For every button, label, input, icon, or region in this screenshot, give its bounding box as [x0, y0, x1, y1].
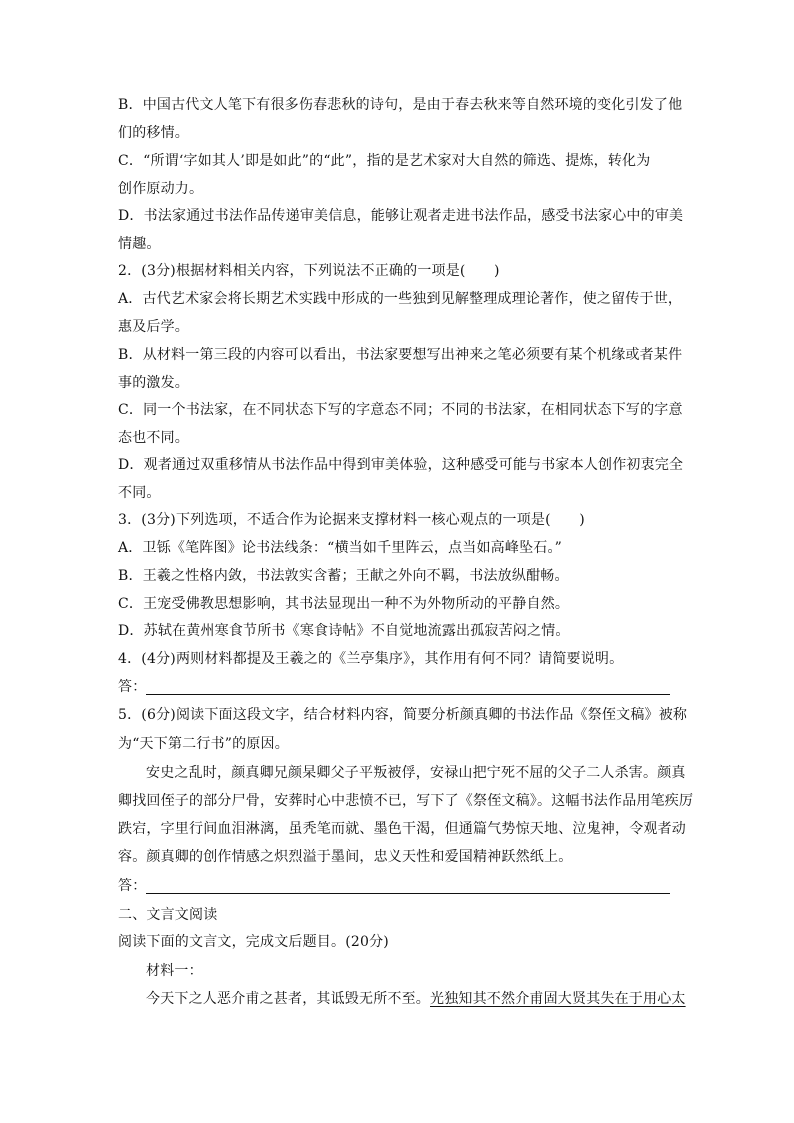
classical-text-underlined: 光独知其不然介甫固大贤其失在于用心太 [430, 991, 686, 1007]
q3-option-d: D．苏轼在黄州寒食节所书《寒食诗帖》不自觉地流露出孤寂苦闷之情。 [118, 623, 570, 639]
q1-option-c-line1: C．“所谓‘字如其人’即是如此”的“此”，指的是艺术家对大自然的筛选、提炼，转化为 [118, 153, 651, 169]
q2-option-b-line1: B．从材料一第三段的内容可以看出，书法家要想写出神来之笔必须要有某个机缘或者某件 [118, 347, 683, 363]
q1-option-b-line1: B．中国古代文人笔下有很多伤春悲秋的诗句，是由于春去秋来等自然环境的变化引发了他 [118, 97, 683, 113]
q5-passage-line3: 跌宕，字里行间血泪淋漓，虽秃笔而就、墨色干渴，但通篇气势惊天地、泣鬼神，令观者动 [118, 821, 686, 837]
section-instruction: 阅读下面的文言文，完成文后题目。(20分) [118, 934, 389, 950]
q2-option-a-line1: A．古代艺术家会将长期艺术实践中形成的一些独到见解整理成理论著作，使之留传于世， [118, 291, 683, 307]
q5-stem-line1: 5．(6分)阅读下面这段文字，结合材料内容，简要分析颜真卿的书法作品《祭侄文稿》被称 [118, 707, 688, 723]
q5-stem-line2: 为“天下第二行书”的原因。 [118, 736, 289, 752]
q3-option-b: B．王羲之性格内敛，书法敦实含蓄；王献之外向不羁，书法放纵酣畅。 [118, 568, 569, 584]
q3-option-a: A．卫铄《笔阵图》论书法线条：“横当如千里阵云，点当如高峰坠石。” [118, 540, 563, 556]
q2-option-a-line2: 惠及后学。 [118, 319, 189, 335]
q3-option-c: C．王宠受佛教思想影响，其书法显现出一种不为外物所动的平静自然。 [118, 596, 570, 612]
q2-option-c-line2: 态也不同。 [118, 430, 189, 446]
q4-answer-blank[interactable] [146, 694, 670, 695]
q4-answer-label: 答： [118, 679, 147, 695]
q1-option-d-line1: D．书法家通过书法作品传递审美信息，能够让观者走进书法作品，感受书法家心中的审美 [118, 208, 684, 224]
q2-option-d-line1: D．观者通过双重移情从书法作品中得到审美体验，这种感受可能与书家本人创作初衷完全 [118, 457, 684, 473]
q5-answer-label: 答： [118, 878, 147, 894]
q2-option-b-line2: 事的激发。 [118, 375, 189, 391]
q3-stem: 3．(3分)下列选项，不适合作为论据来支撑材料一核心观点的一项是( ) [118, 512, 585, 528]
classical-text-line1 [146, 990, 686, 1008]
classical-text-plain: 今天下之人恶介甫之甚者，其诋毁无所不至。 [146, 991, 430, 1007]
q1-option-b-line2: 们的移情。 [118, 125, 189, 141]
q2-option-d-line2: 不同。 [118, 485, 161, 501]
q5-passage-line1: 安史之乱时，颜真卿兄颜杲卿父子平叛被俘，安禄山把宁死不屈的父子二人杀害。颜真 [146, 765, 686, 781]
q5-passage-line2: 卿找回侄子的部分尸骨，安葬时心中悲愤不已，写下了《祭侄文稿》。这幅书法作品用笔疾厉 [118, 793, 694, 809]
q5-passage-line4: 容。颜真卿的创作情感之炽烈溢于墨间，忠义天性和爱国精神跃然纸上。 [118, 849, 573, 865]
material-label: 材料一： [146, 963, 203, 979]
q5-answer-blank[interactable] [146, 893, 670, 894]
q1-option-c-line2: 创作原动力。 [118, 181, 204, 197]
q2-stem: 2．(3分)根据材料相关内容，下列说法不正确的一项是( ) [118, 263, 500, 279]
q4-stem: 4．(4分)两则材料都提及王羲之的《兰亭集序》，其作用有何不同？请简要说明。 [118, 651, 624, 667]
q2-option-c-line1: C．同一个书法家，在不同状态下写的字意态不同；不同的书法家，在相同状态下写的字意 [118, 402, 683, 418]
q1-option-d-line2: 情趣。 [118, 236, 161, 252]
section-heading: 二、文言文阅读 [118, 907, 218, 923]
